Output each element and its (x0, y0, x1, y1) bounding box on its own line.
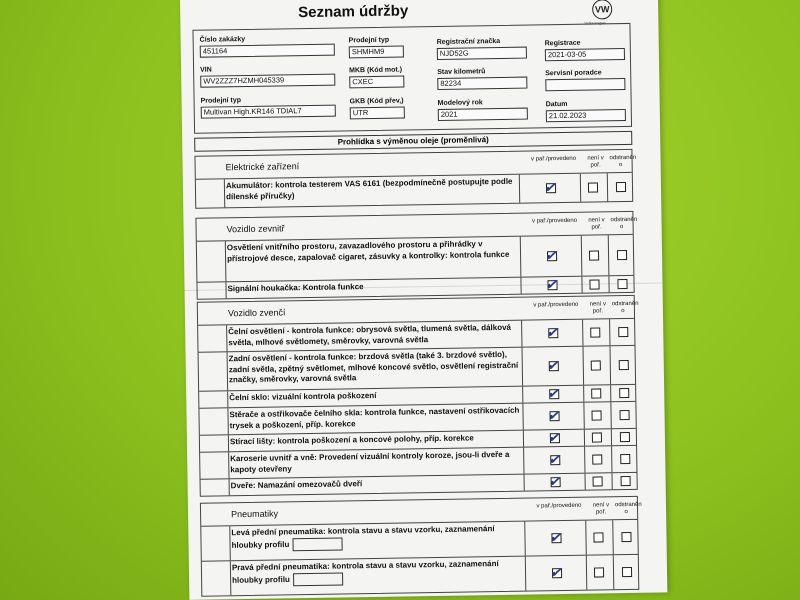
row-text: Stěrače a ostřikovače čelního skla: kontrola funkce, nastavení ostřikovacích trysek a poškození, příp. korekce (229, 405, 520, 430)
field-value (545, 78, 625, 91)
pen-checkmark-icon: ✔ (548, 451, 561, 468)
column-divider (607, 173, 608, 201)
row-checkboxes (521, 319, 635, 347)
column-divider (610, 385, 611, 401)
not-needed-checkbox[interactable] (593, 532, 603, 542)
field-vin (200, 65, 335, 88)
column-divider (611, 429, 612, 445)
field-label: Stav kilometrů (437, 68, 486, 76)
vw-logo-icon: VW (592, 0, 612, 20)
column-divider (582, 347, 584, 385)
column-divider (608, 276, 609, 292)
pen-checkmark-icon: ✔ (548, 473, 561, 490)
column-divider (582, 320, 583, 346)
field-stav-km (437, 68, 527, 90)
row-checkboxes (523, 473, 637, 491)
column-divider (584, 447, 585, 473)
field-prodejni-typ (349, 36, 404, 58)
pen-checkmark-icon: ✔ (546, 357, 559, 374)
not-needed-checkbox[interactable] (592, 410, 602, 420)
column-header-done: v pař./provedeno (531, 217, 578, 225)
column-divider (584, 430, 585, 446)
column-header-not-needed: není v poř. (588, 217, 605, 231)
column-divider (584, 474, 585, 490)
not-needed-checkbox[interactable] (591, 360, 601, 370)
column-header-done: v pař./provedeno (530, 155, 577, 163)
row-text: Stírací lišty: kontrola poškození a koncové polohy, příp. korekce (229, 433, 474, 447)
column-header-not-needed: není v poř. (592, 502, 610, 516)
column-divider (613, 555, 615, 589)
field-value: Multivan High.KR146 TDIAL7 (201, 105, 336, 119)
column-divider (609, 346, 611, 384)
field-value: UTR (350, 106, 405, 119)
row-checkboxes (524, 520, 639, 556)
field-value: SHMHM9 (349, 45, 404, 58)
row-checkboxes (520, 235, 635, 277)
row-checkboxes (522, 402, 636, 430)
field-value: 2021-03-05 (545, 48, 625, 61)
field-cislo-zakazky (200, 35, 335, 58)
column-divider (585, 521, 587, 555)
row-text: Levá přední pneumatika: kontrola stavu a stavu vzorku, zaznamenání hloubky profilu (231, 524, 495, 550)
row-checkboxes (523, 446, 637, 474)
field-value: CXEC (349, 75, 404, 88)
section-vozidlo-zevnitr (195, 211, 638, 300)
pen-checkmark-icon: ✔ (546, 324, 559, 341)
not-needed-checkbox[interactable] (588, 182, 598, 192)
fixed-checkbox[interactable] (619, 410, 629, 420)
fixed-checkbox[interactable] (619, 388, 629, 398)
field-servisni-poradce (545, 69, 625, 91)
column-divider (608, 235, 610, 275)
field-prodejni-typ-2 (201, 96, 336, 119)
not-needed-checkbox[interactable] (593, 476, 603, 486)
page-title: Seznam údržby (298, 2, 409, 22)
not-needed-checkbox[interactable] (591, 388, 601, 398)
field-registracni-znacka (437, 38, 527, 60)
not-needed-checkbox[interactable] (594, 567, 604, 577)
row-text: Čelní sklo: vizuální kontrola poškození (229, 390, 377, 403)
row-text: Akumulátor: kontrola testerem VAS 6161 (bezpodmínečně postupujte podle dílenské příručky) (225, 176, 513, 201)
field-value: 2021 (438, 108, 528, 121)
fixed-checkbox[interactable] (621, 476, 631, 486)
pen-checkmark-icon: ✔ (547, 429, 560, 446)
field-label: Registrace (544, 39, 581, 48)
checklist-row (199, 346, 636, 392)
column-divider (586, 556, 588, 590)
checklist-row (196, 173, 632, 208)
pen-checkmark-icon: ✔ (545, 276, 558, 293)
pen-checkmark-icon: ✔ (547, 385, 560, 402)
maintenance-sheet (180, 0, 667, 600)
column-header-not-needed: není v poř. (587, 155, 604, 169)
row-checkboxes (519, 173, 633, 203)
fixed-checkbox[interactable] (616, 182, 626, 192)
not-needed-checkbox[interactable] (589, 279, 599, 289)
row-text: Dveře: Namazání omezovačů dveří (230, 479, 363, 491)
checklist-row (197, 235, 634, 283)
field-value: WV2ZZZ7HZMH045339 (200, 74, 335, 88)
column-header-fixed: odstraněn o (610, 216, 638, 231)
fixed-checkbox[interactable] (617, 279, 627, 289)
fixed-checkbox[interactable] (620, 454, 630, 464)
checklist-row (202, 555, 638, 596)
section-title: Elektrické zařízení (225, 161, 300, 173)
section-vozidlo-zvenci (197, 295, 638, 497)
column-header-done: v pař./provedeno (533, 301, 579, 309)
column-divider (611, 446, 612, 472)
pen-checkmark-icon: ✔ (549, 564, 562, 581)
field-label: Servisní poradce (545, 69, 602, 78)
column-divider (612, 520, 614, 554)
column-divider (581, 236, 583, 276)
field-mkb (349, 66, 404, 88)
section-title: Vozidlo zevnitř (226, 223, 285, 235)
column-divider (611, 473, 612, 489)
row-text: Signální houkačka: Kontrola funkce (227, 282, 364, 294)
fixed-checkbox[interactable] (620, 432, 630, 442)
vehicle-info-header (192, 23, 632, 134)
section-pneumatiky (200, 496, 642, 597)
column-header-fixed: odstraněn o (609, 154, 637, 169)
tread-depth-input[interactable] (292, 537, 342, 551)
fixed-checkbox[interactable] (617, 250, 627, 260)
row-checkboxes (523, 429, 637, 447)
field-registrace (545, 39, 625, 61)
field-datum (546, 100, 626, 122)
logo-subtitle: Volkswagen (584, 20, 606, 26)
field-value: 82234 (437, 77, 527, 90)
column-divider (583, 403, 584, 429)
column-header-fixed: odstraněn o (611, 300, 639, 315)
fixed-checkbox[interactable] (619, 360, 629, 370)
fixed-checkbox[interactable] (618, 327, 628, 337)
field-modelovy-rok (438, 99, 528, 121)
row-text: Čelní osvětlení - kontrola funkce: obrysová světla, tlumená světla, dálková světla, mlhové světlomety, směrovky, varovná světla (228, 322, 512, 347)
column-divider (609, 319, 610, 345)
not-needed-checkbox[interactable] (592, 432, 602, 442)
section-title: Vozidlo zvenčí (227, 307, 286, 319)
not-needed-checkbox[interactable] (592, 454, 602, 464)
not-needed-checkbox[interactable] (589, 250, 599, 260)
row-text: Pravá přední pneumatika: kontrola stavu a stavu vzorku, zaznamenání hloubky profilu (231, 559, 499, 585)
column-header-fixed: odstraněn o (614, 501, 642, 516)
tread-depth-input[interactable] (293, 572, 343, 586)
field-label: Číslo zakázky (199, 35, 246, 44)
pen-checkmark-icon: ✔ (547, 407, 560, 424)
row-checkboxes (525, 555, 640, 591)
fixed-checkbox[interactable] (621, 532, 631, 542)
field-gkb (350, 97, 405, 119)
field-label: Modelový rok (437, 99, 483, 107)
column-divider (580, 174, 581, 202)
field-value: 21.02.2023 (546, 109, 626, 122)
pen-checkmark-icon: ✔ (543, 179, 556, 196)
field-value: 451164 (200, 44, 335, 58)
not-needed-checkbox[interactable] (590, 327, 600, 337)
pen-checkmark-icon: ✔ (549, 529, 562, 546)
row-text: Zadní osvětlení - kontrola funkce: brzdová světla (také 3. brzdové světlo), zadní světla, zpětný světlomet, mlhové koncové světlo, osvětlení registrační značky, směrovky, varovná světla (228, 349, 519, 385)
field-label: Registrační značka (436, 37, 501, 46)
row-checkboxes (522, 346, 637, 386)
field-label: Prodejní typ (348, 36, 390, 45)
column-divider (610, 402, 611, 428)
inspection-type: Prohlídka s výměnou oleje (proměnlivá) (194, 131, 632, 152)
row-checkboxes (520, 276, 634, 294)
column-divider (581, 277, 582, 293)
section-title: Pneumatiky (231, 508, 279, 520)
pen-checkmark-icon: ✔ (544, 247, 557, 264)
row-text: Karoserie uvnitř a vně: Provedení vizuální kontroly koroze, jsou-li dveře a kapoty otevřeny (230, 449, 510, 474)
field-label: Datum (545, 100, 568, 109)
field-label: MKB (Kód mot.) (349, 66, 403, 75)
column-divider (583, 386, 584, 402)
section-elektricke-zarizeni (194, 149, 637, 209)
column-header-done: v pař./provedeno (536, 502, 582, 510)
row-checkboxes (522, 385, 636, 403)
field-label: GKB (Kód přev,) (349, 97, 404, 106)
field-value: NJD52G (437, 47, 527, 60)
row-text: Osvětlení vnitřního prostoru, zavazadlového prostoru a přihrádky v přístrojové desce, zapalovač cigaret, zásuvky a kontrolky: kontrola funkce (226, 239, 510, 263)
column-header-not-needed: není v poř. (589, 301, 607, 315)
field-label: Prodejní typ (200, 97, 242, 105)
fixed-checkbox[interactable] (622, 567, 632, 577)
field-label: VIN (200, 66, 212, 74)
